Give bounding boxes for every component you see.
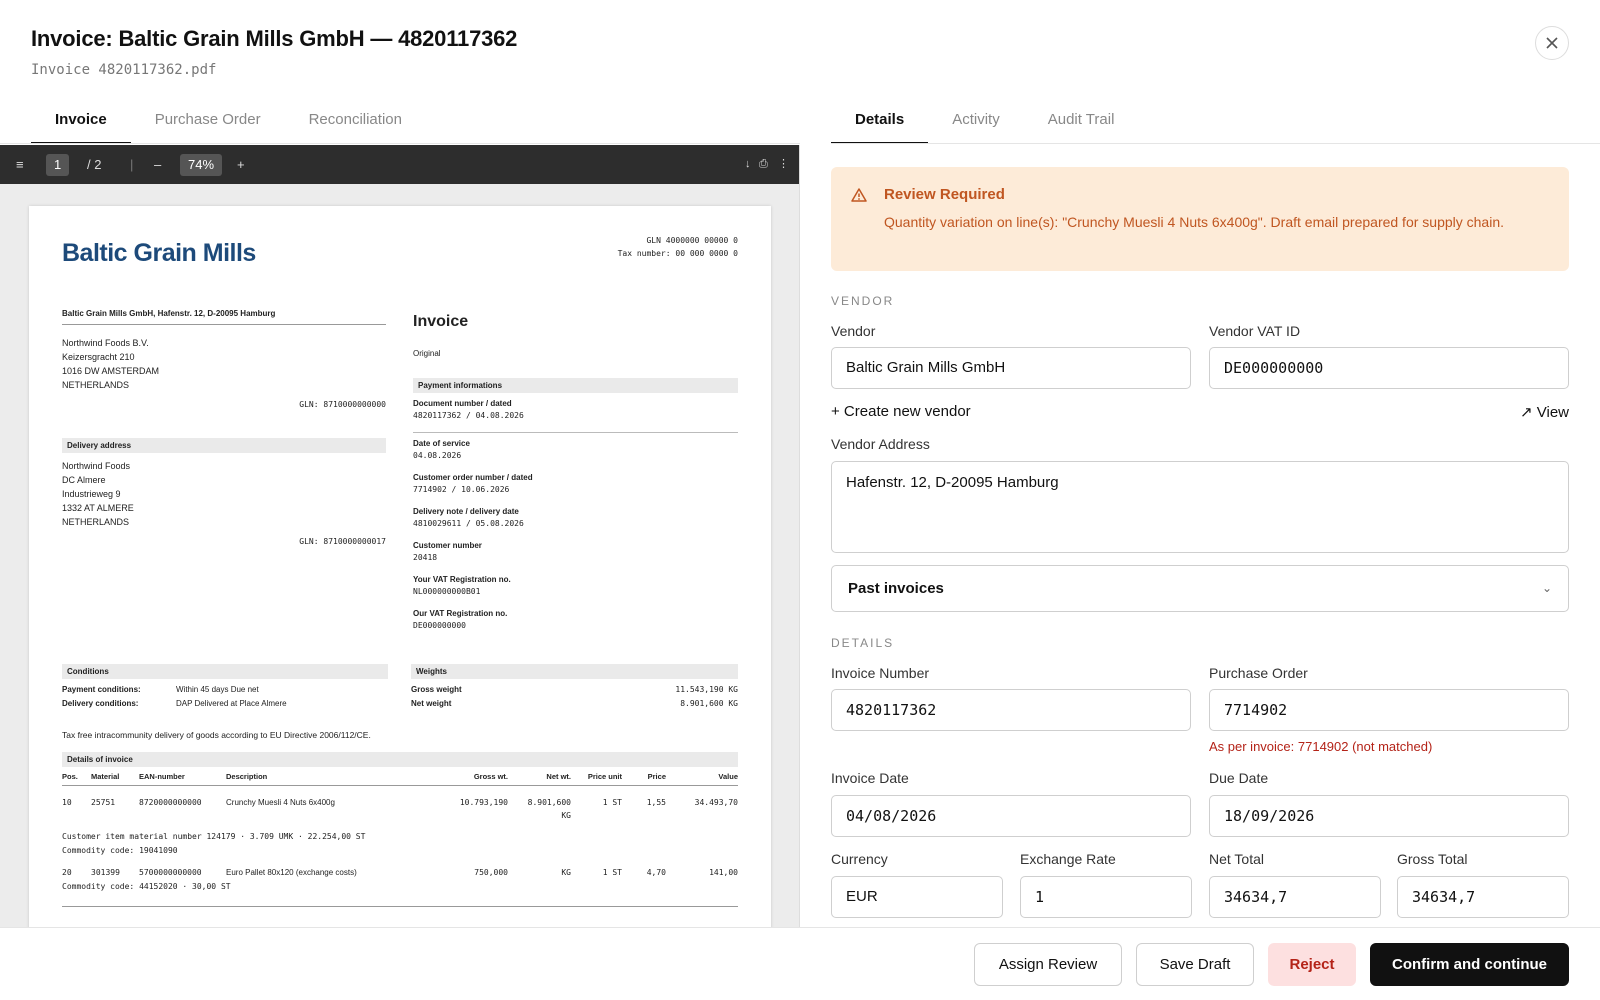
confirm-continue-button[interactable]: Confirm and continue bbox=[1370, 943, 1569, 986]
net-total-field[interactable]: 34634,7 bbox=[1209, 876, 1381, 918]
reject-button[interactable]: Reject bbox=[1268, 943, 1356, 986]
table-bottom-rule bbox=[62, 906, 738, 907]
vendor-gln: GLN 4000000 00000 0 bbox=[646, 236, 738, 245]
due-date-label: Due Date bbox=[1209, 770, 1269, 786]
assign-review-button[interactable]: Assign Review bbox=[974, 943, 1122, 986]
tab-divider bbox=[831, 143, 1600, 144]
details-panel[interactable] bbox=[831, 145, 1571, 927]
zoom-in-button[interactable]: + bbox=[237, 157, 245, 172]
review-alert bbox=[831, 167, 1569, 271]
tab-details[interactable]: Details bbox=[831, 100, 928, 144]
doc-heading: Invoice bbox=[413, 313, 469, 330]
pdf-viewer[interactable] bbox=[0, 145, 800, 927]
past-invoices-toggle[interactable] bbox=[831, 565, 1569, 612]
page-number-input[interactable]: 1 bbox=[46, 154, 69, 176]
vendor-address-field[interactable]: Hafenstr. 12, D-20095 Hamburg bbox=[831, 461, 1569, 553]
tax-note: Tax free intracommunity delivery of goods according to EU Directive 2006/112/CE. bbox=[62, 730, 371, 740]
exchange-rate-field[interactable]: 1 bbox=[1020, 876, 1192, 918]
invoice-date-label: Invoice Date bbox=[831, 770, 909, 786]
conditions-header: Conditions bbox=[62, 664, 388, 679]
pdf-toolbar bbox=[0, 145, 800, 184]
past-invoices-label: Past invoices bbox=[848, 580, 944, 597]
pdf-page bbox=[29, 206, 771, 927]
delivery-conditions-value: DAP Delivered at Place Almere bbox=[176, 699, 287, 708]
invoice-number-field[interactable]: 4820117362 bbox=[831, 689, 1191, 731]
purchase-order-hint: As per invoice: 7714902 (not matched) bbox=[1209, 739, 1433, 754]
menu-icon[interactable]: ≡ bbox=[16, 157, 24, 172]
currency-label: Currency bbox=[831, 851, 888, 867]
tab-purchase-order[interactable]: Purchase Order bbox=[154, 111, 261, 128]
invoice-date-field[interactable]: 04/08/2026 bbox=[831, 795, 1191, 837]
action-footer bbox=[0, 927, 1600, 1000]
delivery-gln: GLN: 8710000000017 bbox=[299, 537, 386, 546]
table-row: 10 25751 8720000000000 Crunchy Muesli 4 Nuts 6x400g 10.793,190 8.901,600 KG 1 ST 1,55 34.493,70 bbox=[62, 798, 738, 820]
payment-info-header: Payment informations bbox=[413, 378, 738, 393]
vendor-tax-number: Tax number: 00 000 0000 0 bbox=[617, 249, 738, 258]
due-date-field[interactable]: 18/09/2026 bbox=[1209, 795, 1569, 837]
delivery-address-header: Delivery address bbox=[62, 438, 386, 453]
vendor-address-label: Vendor Address bbox=[831, 436, 930, 452]
document-tabs bbox=[31, 100, 426, 144]
gross-weight-label: Gross weight bbox=[411, 685, 462, 694]
invoice-number-label: Invoice Number bbox=[831, 665, 930, 681]
details-header: Details of invoice bbox=[62, 752, 738, 767]
vendor-section-heading: VENDOR bbox=[831, 294, 895, 308]
zoom-level[interactable]: 74% bbox=[180, 154, 222, 176]
purchase-order-label: Purchase Order bbox=[1209, 665, 1308, 681]
line1-note-material: Customer item material number 124179 · 3.709 UMK · 22.254,00 ST bbox=[62, 832, 366, 841]
tab-reconciliation[interactable]: Reconciliation bbox=[308, 111, 402, 128]
bill-to-gln: GLN: 8710000000000 bbox=[299, 400, 386, 409]
zoom-out-button[interactable]: – bbox=[154, 157, 162, 172]
vendor-logo: Baltic Grain Mills bbox=[62, 239, 256, 267]
alert-message: Quantity variation on line(s): "Crunchy Muesli 4 Nuts 6x400g". Draft email prepared for supply chain. bbox=[884, 214, 1505, 230]
weights-header: Weights bbox=[411, 664, 738, 679]
sender-line: Baltic Grain Mills GmbH, Hafenstr. 12, D-20095 Hamburg bbox=[62, 309, 276, 318]
details-section-heading: DETAILS bbox=[831, 636, 895, 650]
download-icon[interactable]: ↓ bbox=[745, 158, 751, 170]
vendor-label: Vendor bbox=[831, 323, 876, 339]
modal-header bbox=[0, 0, 1600, 100]
line1-note-commodity: Commodity code: 19041090 bbox=[62, 846, 178, 855]
vendor-vat-field[interactable]: DE000000000 bbox=[1209, 347, 1569, 389]
payment-conditions-label: Payment conditions: bbox=[62, 685, 141, 694]
toolbar-separator: | bbox=[130, 157, 134, 172]
exchange-rate-label: Exchange Rate bbox=[1020, 851, 1116, 867]
doc-original: Original bbox=[413, 349, 441, 358]
payment-info: Document number / dated 4820117362 / 04.08.2026 Date of service 04.08.2026 Customer order number / dated 7714902 / 10.06.2026 Delivery note / delivery date 4810029611 / 05.08.2026 Customer number 20418 Your VAT Registration no. NL000000000B01 Our VAT Registration no. DE000000000 bbox=[413, 399, 738, 637]
warning-icon bbox=[851, 187, 867, 203]
table-row: 20 301399 5700000000000 Euro Pallet 80x120 (exchange costs) 750,000 KG 1 ST 4,70 141,00 bbox=[62, 868, 738, 877]
close-icon bbox=[1545, 36, 1559, 50]
detail-tabs bbox=[831, 100, 1138, 144]
line2-note-commodity: Commodity code: 44152020 · 30,00 ST bbox=[62, 882, 231, 891]
vendor-field[interactable]: Baltic Grain Mills GmbH bbox=[831, 347, 1191, 389]
tab-audit-trail[interactable]: Audit Trail bbox=[1047, 111, 1115, 128]
tab-activity[interactable]: Activity bbox=[952, 111, 1000, 128]
gross-total-label: Gross Total bbox=[1397, 851, 1468, 867]
purchase-order-field[interactable]: 7714902 bbox=[1209, 689, 1569, 731]
tab-divider bbox=[0, 143, 800, 144]
net-total-label: Net Total bbox=[1209, 851, 1264, 867]
create-vendor-link[interactable]: + Create new vendor bbox=[831, 403, 971, 420]
gross-total-field[interactable]: 34634,7 bbox=[1397, 876, 1569, 918]
chevron-down-icon: ⌄ bbox=[1541, 581, 1552, 595]
gross-weight-value: 11.543,190 KG bbox=[675, 685, 738, 694]
net-weight-value: 8.901,600 KG bbox=[680, 699, 738, 708]
payment-conditions-value: Within 45 days Due net bbox=[176, 685, 259, 694]
currency-field[interactable]: EUR bbox=[831, 876, 1003, 918]
more-icon[interactable]: ⋮ bbox=[778, 158, 789, 170]
tab-invoice[interactable]: Invoice bbox=[31, 100, 131, 144]
page-title: Invoice: Baltic Grain Mills GmbH — 4820117362 bbox=[31, 26, 518, 51]
file-name: Invoice 4820117362.pdf bbox=[31, 62, 217, 78]
bill-to-address: Northwind Foods B.V. Keizersgracht 210 1016 DW AMSTERDAM NETHERLANDS bbox=[62, 338, 160, 390]
vendor-vat-label: Vendor VAT ID bbox=[1209, 323, 1301, 339]
delivery-address: Northwind Foods DC Almere Industrieweg 9 1332 AT ALMERE NETHERLANDS bbox=[62, 461, 134, 527]
page-total: / 2 bbox=[87, 157, 102, 172]
net-weight-label: Net weight bbox=[411, 699, 452, 708]
close-button[interactable] bbox=[1535, 26, 1569, 60]
delivery-conditions-label: Delivery conditions: bbox=[62, 699, 139, 708]
sender-rule bbox=[62, 324, 386, 325]
save-draft-button[interactable]: Save Draft bbox=[1136, 943, 1254, 986]
line-items-header: Pos. Material EAN-number Description Gross wt. Net wt. Price unit Price Value bbox=[62, 772, 738, 786]
print-icon[interactable]: ⎙ bbox=[759, 158, 768, 170]
alert-title: Review Required bbox=[884, 186, 1005, 203]
view-vendor-link[interactable]: ↗ View bbox=[1520, 404, 1569, 421]
